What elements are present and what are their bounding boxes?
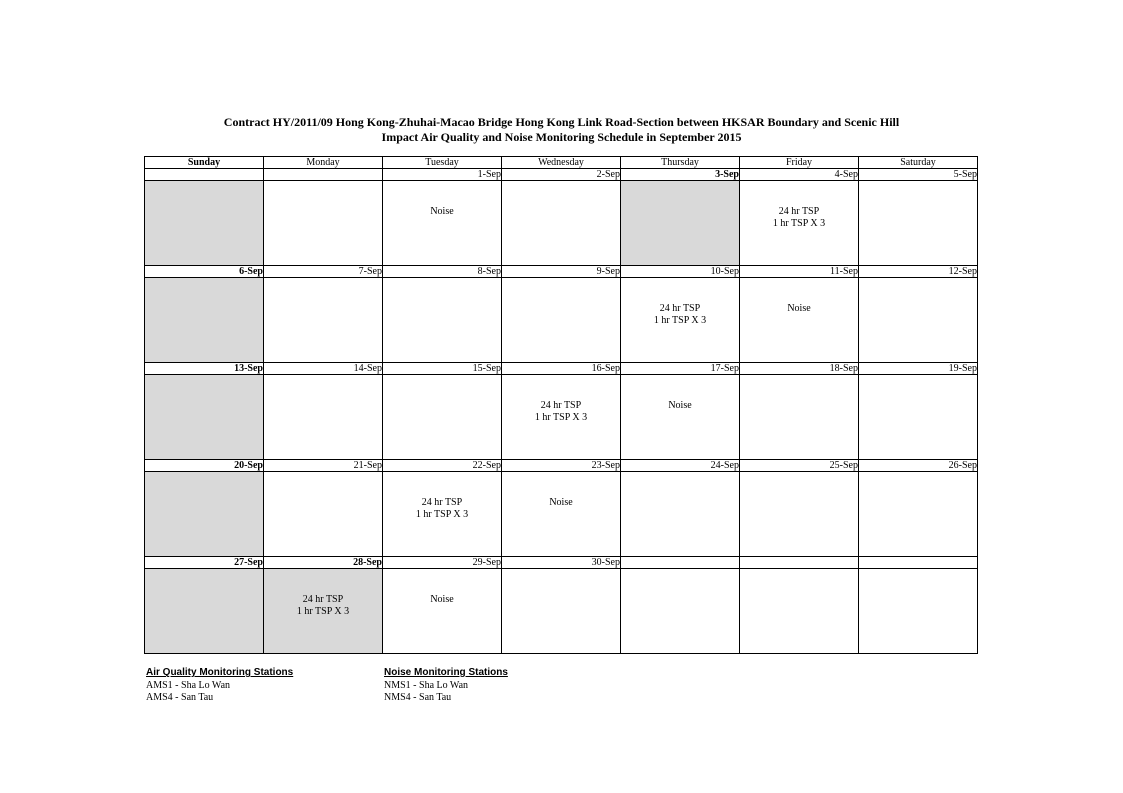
- date-cell: 7-Sep: [264, 266, 383, 278]
- day-cell: [621, 569, 740, 654]
- date-row: [145, 557, 978, 569]
- day-cell: [383, 278, 502, 363]
- day-cell: [859, 375, 978, 460]
- day-cell: [621, 375, 740, 460]
- day-header-row: [145, 157, 978, 169]
- monitoring-event: 1 hr TSP X 3: [653, 315, 707, 326]
- air-station-item: AMS4 - San Tau: [146, 692, 214, 703]
- date-cell: 10-Sep: [621, 266, 740, 278]
- date-cell: [621, 557, 740, 569]
- day-header-wednesday: Wednesday: [502, 157, 621, 169]
- date-cell: 24-Sep: [621, 460, 740, 472]
- events-row: [145, 569, 978, 654]
- day-cell: [859, 278, 978, 363]
- day-cell: [145, 278, 264, 363]
- events-row: [145, 278, 978, 363]
- day-header-saturday: Saturday: [859, 157, 978, 169]
- air-quality-legend: [146, 667, 293, 704]
- day-cell: [502, 375, 621, 460]
- events-row: [145, 472, 978, 557]
- monitoring-event: Noise: [430, 206, 454, 217]
- date-cell: 3-Sep: [621, 169, 740, 181]
- day-cell: [383, 181, 502, 266]
- day-cell: [145, 472, 264, 557]
- date-row: [145, 266, 978, 278]
- monitoring-events: [621, 278, 739, 327]
- day-cell: [502, 472, 621, 557]
- day-header-sunday: Sunday: [145, 157, 264, 169]
- date-cell: [264, 169, 383, 181]
- document-subtitle: Impact Air Quality and Noise Monitoring Schedule in September 2015: [381, 130, 742, 144]
- monitoring-event: 1 hr TSP X 3: [534, 412, 588, 423]
- date-cell: 23-Sep: [502, 460, 621, 472]
- monitoring-event: 1 hr TSP X 3: [772, 218, 826, 229]
- monitoring-events: [383, 472, 501, 521]
- date-cell: 21-Sep: [264, 460, 383, 472]
- monitoring-event: 24 hr TSP: [540, 400, 582, 411]
- day-cell: [740, 181, 859, 266]
- date-cell: 15-Sep: [383, 363, 502, 375]
- events-row: [145, 181, 978, 266]
- monitoring-event: 1 hr TSP X 3: [415, 509, 469, 520]
- day-header-monday: Monday: [264, 157, 383, 169]
- events-row: [145, 375, 978, 460]
- date-cell: 2-Sep: [502, 169, 621, 181]
- date-cell: [145, 169, 264, 181]
- monitoring-event: Noise: [668, 400, 692, 411]
- date-cell: [740, 557, 859, 569]
- day-cell: [859, 569, 978, 654]
- day-cell: [383, 375, 502, 460]
- day-cell: [502, 569, 621, 654]
- date-cell: 30-Sep: [502, 557, 621, 569]
- date-cell: 12-Sep: [859, 266, 978, 278]
- monitoring-events: [383, 181, 501, 218]
- document-title: Contract HY/2011/09 Hong Kong-Zhuhai-Macao Bridge Hong Kong Link Road-Section between HKSAR Boundary and Scenic Hill: [223, 115, 900, 129]
- day-cell: [145, 181, 264, 266]
- day-cell: [740, 472, 859, 557]
- day-cell: [621, 181, 740, 266]
- date-cell: 9-Sep: [502, 266, 621, 278]
- date-cell: 17-Sep: [621, 363, 740, 375]
- day-cell: [383, 569, 502, 654]
- noise-station-item: NMS1 - Sha Lo Wan: [384, 680, 469, 691]
- date-cell: 4-Sep: [740, 169, 859, 181]
- air-quality-legend-heading: Air Quality Monitoring Stations: [146, 667, 294, 678]
- day-header-thursday: Thursday: [621, 157, 740, 169]
- monitoring-events: [502, 472, 620, 509]
- date-cell: 5-Sep: [859, 169, 978, 181]
- day-cell: [145, 375, 264, 460]
- noise-legend-heading: Noise Monitoring Stations: [384, 667, 508, 678]
- day-cell: [740, 375, 859, 460]
- date-cell: 29-Sep: [383, 557, 502, 569]
- date-cell: 8-Sep: [383, 266, 502, 278]
- day-cell: [383, 472, 502, 557]
- day-cell: [264, 375, 383, 460]
- monitoring-event: Noise: [787, 303, 811, 314]
- date-cell: 13-Sep: [145, 363, 264, 375]
- monitoring-events: [740, 278, 858, 315]
- calendar-table: [144, 156, 978, 654]
- day-header-friday: Friday: [740, 157, 859, 169]
- noise-legend: [384, 667, 508, 704]
- day-cell: [740, 569, 859, 654]
- date-row: [145, 169, 978, 181]
- date-cell: 11-Sep: [740, 266, 859, 278]
- date-cell: 14-Sep: [264, 363, 383, 375]
- monitoring-events: [740, 181, 858, 230]
- monitoring-event: 24 hr TSP: [302, 594, 344, 605]
- date-cell: 26-Sep: [859, 460, 978, 472]
- monitoring-events: [502, 375, 620, 424]
- monitoring-events: [264, 569, 382, 618]
- day-cell: [740, 278, 859, 363]
- noise-station-item: NMS4 - San Tau: [384, 692, 452, 703]
- day-cell: [264, 181, 383, 266]
- day-cell: [859, 181, 978, 266]
- date-cell: 1-Sep: [383, 169, 502, 181]
- date-cell: 28-Sep: [264, 557, 383, 569]
- date-cell: 18-Sep: [740, 363, 859, 375]
- monitoring-events: [621, 375, 739, 412]
- day-cell: [502, 278, 621, 363]
- date-row: [145, 460, 978, 472]
- monitoring-event: Noise: [430, 594, 454, 605]
- day-cell: [264, 278, 383, 363]
- day-cell: [264, 569, 383, 654]
- date-cell: [859, 557, 978, 569]
- air-station-item: AMS1 - Sha Lo Wan: [146, 680, 231, 691]
- date-cell: 20-Sep: [145, 460, 264, 472]
- monitoring-event: 1 hr TSP X 3: [296, 606, 350, 617]
- date-cell: 19-Sep: [859, 363, 978, 375]
- monitoring-event: 24 hr TSP: [778, 206, 820, 217]
- date-cell: 27-Sep: [145, 557, 264, 569]
- monitoring-events: [383, 569, 501, 606]
- day-cell: [621, 472, 740, 557]
- date-cell: 6-Sep: [145, 266, 264, 278]
- monitoring-event: 24 hr TSP: [421, 497, 463, 508]
- day-cell: [859, 472, 978, 557]
- day-cell: [145, 569, 264, 654]
- day-cell: [621, 278, 740, 363]
- monitoring-event: 24 hr TSP: [659, 303, 701, 314]
- day-header-tuesday: Tuesday: [383, 157, 502, 169]
- day-cell: [502, 181, 621, 266]
- day-cell: [264, 472, 383, 557]
- date-cell: 22-Sep: [383, 460, 502, 472]
- date-row: [145, 363, 978, 375]
- monitoring-event: Noise: [549, 497, 573, 508]
- date-cell: 16-Sep: [502, 363, 621, 375]
- date-cell: 25-Sep: [740, 460, 859, 472]
